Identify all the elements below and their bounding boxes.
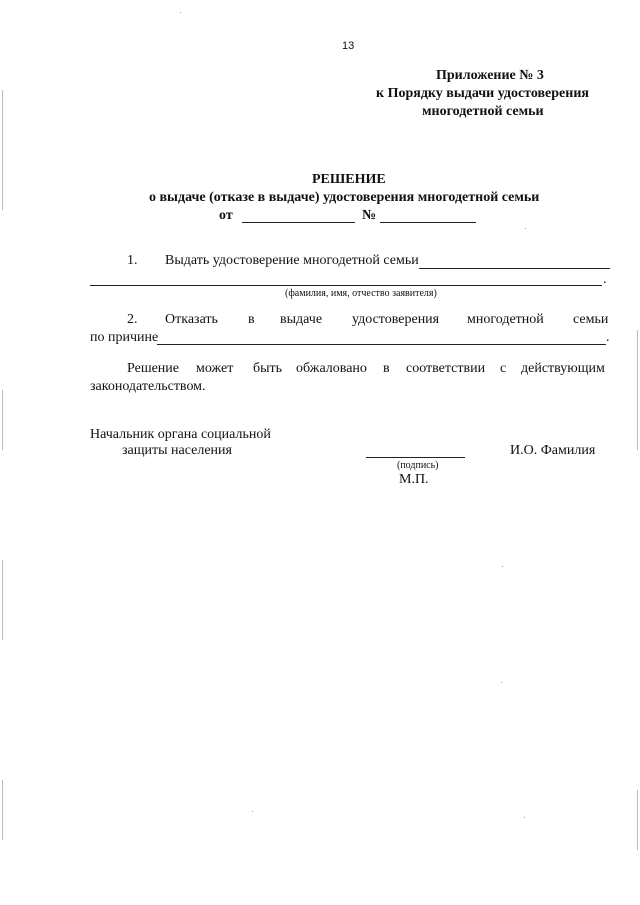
scan-edge-left xyxy=(2,390,3,450)
item-1-caption: (фамилия, имя, отчество заявителя) xyxy=(285,288,437,299)
number-label: № xyxy=(362,208,377,223)
document-subtitle: о выдаче (отказе в выдаче) удостоверения многодетной семьи xyxy=(149,190,540,205)
scan-speck xyxy=(502,566,503,567)
appeal-word: в xyxy=(383,361,390,376)
appeal-line-2: законодательством. xyxy=(90,379,206,394)
stamp-label: М.П. xyxy=(399,472,429,487)
official-name: И.О. Фамилия xyxy=(510,443,596,458)
scan-speck xyxy=(180,12,181,13)
appendix-line-2: к Порядку выдачи удостоверения xyxy=(376,86,589,101)
item-1-name-field-cont xyxy=(90,285,602,286)
appendix-line-3: многодетной семьи xyxy=(422,104,544,119)
item-2-end-mark: . xyxy=(606,330,610,345)
scan-speck xyxy=(252,811,253,812)
date-label: от xyxy=(219,208,233,223)
scan-edge-right xyxy=(637,330,638,450)
scan-edge-left xyxy=(2,90,3,210)
date-field xyxy=(242,222,355,223)
document-title: РЕШЕНИЕ xyxy=(312,172,386,187)
appeal-word: Решение xyxy=(127,361,180,376)
item-1-name-field xyxy=(419,268,610,269)
item-2-word: многодетной xyxy=(467,312,544,327)
item-1-text: Выдать удостоверение многодетной семьи xyxy=(165,253,419,268)
item-2-word: в xyxy=(248,312,255,327)
appendix-line-1: Приложение № 3 xyxy=(436,68,544,83)
scan-speck xyxy=(524,817,525,818)
official-position-line-2: защиты населения xyxy=(122,443,232,458)
item-1-number: 1. xyxy=(127,253,138,268)
item-2-number: 2. xyxy=(127,312,138,327)
item-2-word: выдаче xyxy=(280,312,323,327)
reason-field xyxy=(157,344,606,345)
appeal-word: может xyxy=(196,361,234,376)
signature-caption: (подпись) xyxy=(397,460,439,471)
appeal-word: с xyxy=(500,361,507,376)
page-number: 13 xyxy=(342,40,355,52)
scan-edge-left xyxy=(2,780,3,840)
scan-speck xyxy=(525,228,526,229)
number-field xyxy=(380,222,476,223)
item-1-end-mark: . xyxy=(603,272,607,287)
appeal-word: быть xyxy=(253,361,283,376)
reason-label: по причине xyxy=(90,330,159,345)
appeal-word: действующим xyxy=(521,361,605,376)
official-position-line-1: Начальник органа социальной xyxy=(90,427,271,442)
appeal-word: соответствии xyxy=(406,361,486,376)
signature-field xyxy=(366,457,465,458)
item-2-word: удостоверения xyxy=(352,312,440,327)
scan-edge-right xyxy=(637,790,638,850)
item-2-word: Отказать xyxy=(165,312,218,327)
item-2-word: семьи xyxy=(573,312,609,327)
appeal-word: обжаловано xyxy=(296,361,367,376)
scan-speck xyxy=(501,682,502,683)
scan-edge-left xyxy=(2,560,3,640)
